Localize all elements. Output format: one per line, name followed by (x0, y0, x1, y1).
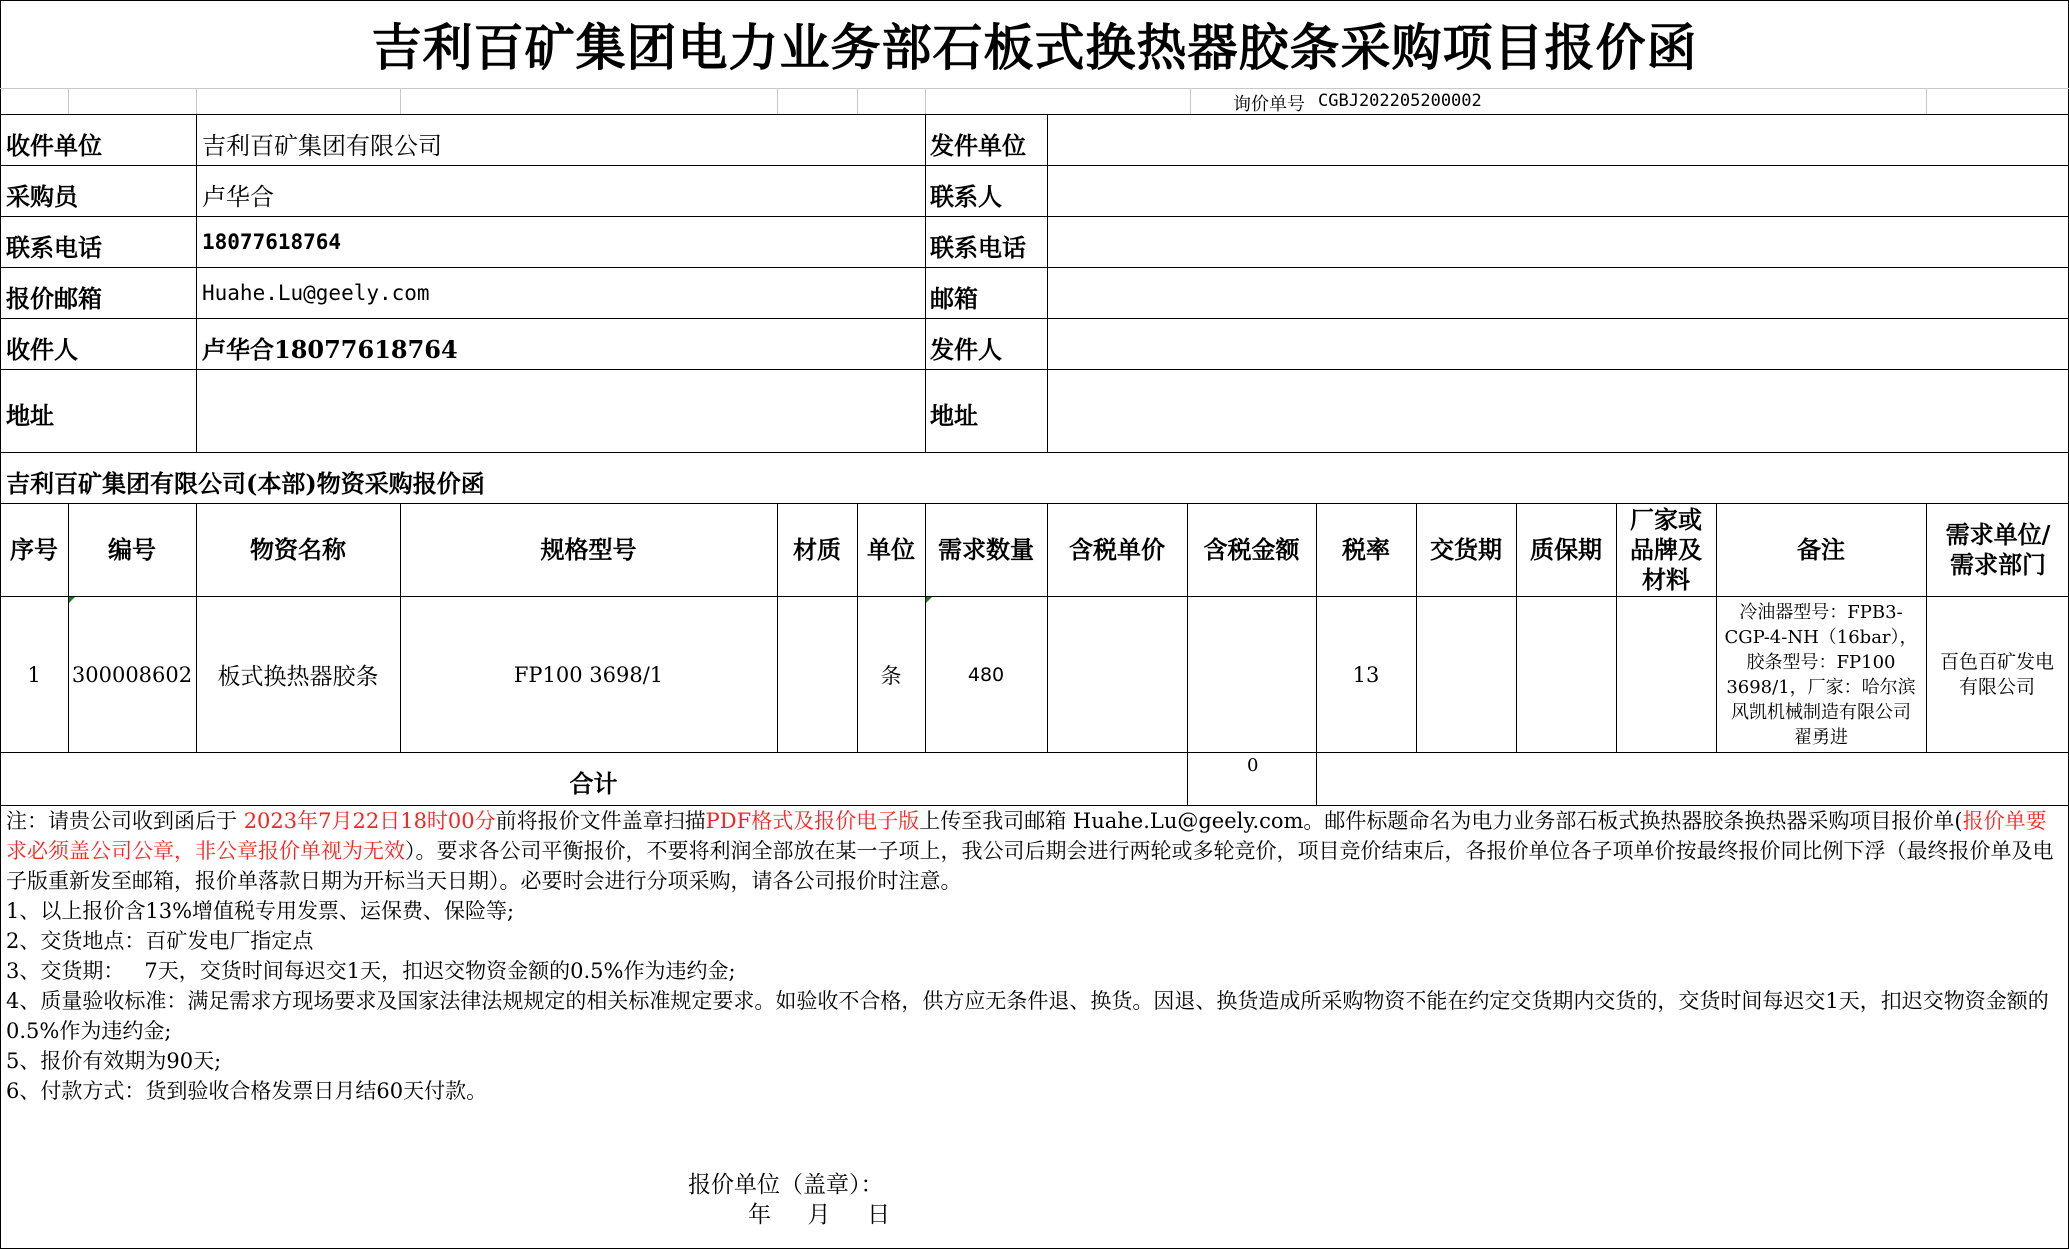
col-header-delivery: 交货期 (1430, 535, 1502, 564)
note-item: 3、交货期： 7天，交货时间每迟交1天，扣迟交物资金额的0.5%作为违约金; (6, 959, 736, 983)
cell-material[interactable] (777, 597, 857, 752)
col-header-name: 物资名称 (250, 535, 346, 564)
page-title: 吉利百矿集团电力业务部石板式换热器胶条采购项目报价函 (371, 18, 1698, 77)
total-value: 0 (1247, 755, 1259, 776)
col-header-amount: 含税金额 (1203, 535, 1300, 564)
notes-deadline: 2023年7月22日18时00分 (243, 809, 496, 833)
col-header-qty: 需求数量 (938, 535, 1034, 564)
col-header-unit-price: 含税单价 (1069, 535, 1165, 564)
buyer-label: 采购员 (6, 182, 78, 211)
col-header-seq: 序号 (10, 535, 58, 564)
note-item: 2、交货地点：百矿发电厂指定点 (6, 929, 314, 953)
cell-qty: 480 (967, 663, 1005, 686)
cell-brand[interactable] (1616, 597, 1716, 752)
cell-seq: 1 (27, 662, 41, 687)
section-title: 吉利百矿集团有限公司(本部)物资采购报价函 (6, 469, 485, 498)
notes-list (6, 896, 2061, 1106)
notes-paragraph (6, 806, 2061, 896)
address-label: 地址 (6, 401, 54, 430)
notes-format: PDF格式及报价电子版 (705, 809, 920, 833)
notes-upload: 上传至我司邮箱 Huahe.Lu@geely.com。邮件标题命名为电力业务部石板式换热器胶条换热器采购项目报价单( (919, 809, 1963, 833)
contact-label: 联系人 (930, 182, 1002, 211)
sender-email-label: 邮箱 (930, 284, 978, 313)
col-header-code: 编号 (108, 535, 156, 564)
receiver-label: 收件人 (6, 335, 78, 364)
cell-unit-price[interactable] (1047, 597, 1187, 752)
col-header-brand: 厂家或品牌及材料 (1630, 505, 1702, 594)
note-item: 4、质量验收标准：满足需求方现场要求及国家法律法规规定的相关标准规定要求。如验收不合格，供方应无条件退、换货。因退、换货造成所采购物资不能在约定交货期内交货的，交货时间每迟交1天，扣迟交物资金额的0.5%作为违约金; (6, 989, 2049, 1043)
total-label: 合计 (569, 769, 618, 798)
recipient-unit-value: 吉利百矿集团有限公司 (202, 132, 442, 160)
sender-unit-label: 发件单位 (930, 131, 1026, 160)
notes-scan: 前将报价文件盖章扫描 (495, 809, 706, 833)
col-header-remark: 备注 (1797, 535, 1845, 564)
cell-tax: 13 (1352, 662, 1380, 687)
cell-name: 板式换热器胶条 (217, 664, 379, 690)
col-header-dept: 需求单位/需求部门 (1945, 520, 2051, 579)
note-item: 6、付款方式：货到验收合格发票日月结60天付款。 (6, 1079, 488, 1103)
cell-spec: FP100 3698/1 (513, 662, 664, 687)
receiver-value: 卢华合18077618764 (202, 335, 458, 364)
cell-unit: 条 (880, 663, 902, 688)
quote-email-label: 报价邮箱 (6, 284, 102, 313)
sender-phone-label: 联系电话 (930, 233, 1026, 262)
signature-unit: 报价单位（盖章）： (688, 1172, 884, 1198)
notes-intro: 注：请贵公司收到函后于 (6, 809, 244, 833)
cell-dept: 百色百矿发电有限公司 (1939, 650, 2054, 698)
col-header-unit: 单位 (867, 535, 915, 564)
buyer-value: 卢华合 (202, 183, 274, 211)
signature-date: 年 月 日 (748, 1202, 891, 1228)
phone-label: 联系电话 (6, 233, 102, 262)
cell-delivery[interactable] (1416, 597, 1516, 752)
recipient-unit-label: 收件单位 (6, 131, 102, 160)
note-item: 1、以上报价含13%增值税专用发票、运保费、保险等; (6, 899, 515, 923)
quote-email-value: Huahe.Lu@geely.com (202, 281, 430, 305)
cell-warranty[interactable] (1516, 597, 1616, 752)
cell-amount[interactable] (1187, 597, 1316, 752)
sender-label: 发件人 (930, 335, 1002, 364)
note-item: 5、报价有效期为90天; (6, 1049, 222, 1073)
col-header-spec: 规格型号 (540, 535, 637, 564)
cell-code: 300008602 (71, 662, 193, 687)
phone-value: 18077618764 (202, 230, 342, 254)
col-header-tax: 税率 (1342, 535, 1390, 564)
notes-warning: 报价单要求必须盖公司公章，非公章报价单视为无效 (6, 809, 2047, 863)
col-header-material: 材质 (793, 535, 841, 564)
cell-remark: 冷油器型号：FPB3-CGP-4-NH（16bar），胶条型号：FP100 3698/1，厂家：哈尔滨风凯机械制造有限公司 翟勇进 (1724, 601, 1918, 748)
col-header-warranty: 质保期 (1530, 535, 1602, 564)
sender-address-label: 地址 (930, 401, 978, 430)
inquiry-number: CGBJ202205200002 (1318, 91, 1482, 111)
inquiry-label: 询价单号 (1233, 94, 1305, 115)
notes-rules: ）。要求各公司平衡报价，不要将利润全部放在某一子项上，我公司后期会进行两轮或多轮竞价，项目竞价结束后，各报价单位各子项单价按最终报价同比例下浮（最终报价单及电子版重新发至邮箱，报价单落款日期为开标当天日期）。必要时会进行分项采购，请各公司报价时注意。 (6, 839, 2054, 893)
